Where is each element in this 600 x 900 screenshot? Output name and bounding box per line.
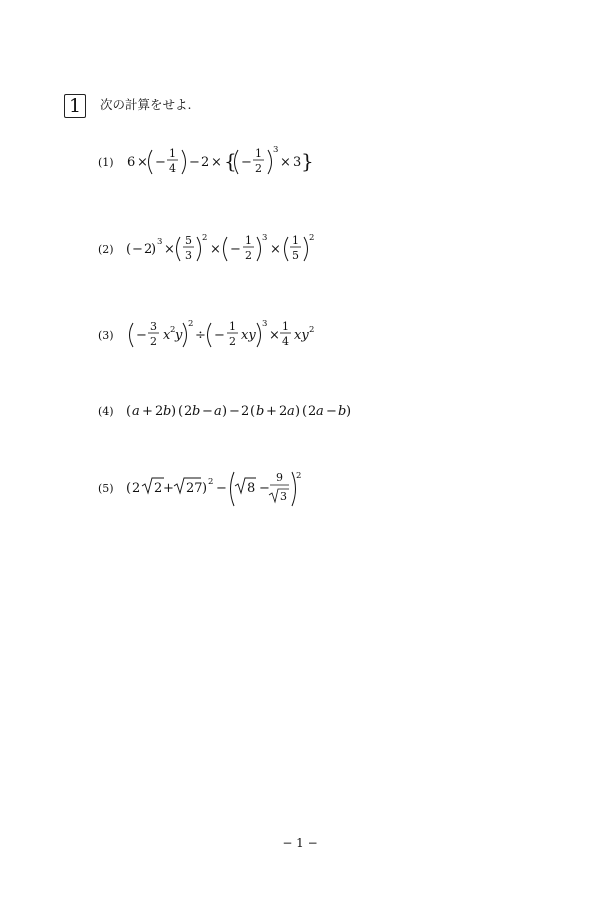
svg-text:4: 4	[169, 162, 176, 175]
problem-2-label: (2)	[98, 243, 114, 256]
svg-text:2: 2	[255, 162, 262, 175]
svg-text:3: 3	[273, 145, 279, 155]
svg-text:−: −	[259, 481, 270, 496]
svg-text:−: −	[132, 242, 143, 257]
svg-text:xy: xy	[241, 328, 256, 343]
svg-text:4: 4	[282, 335, 289, 348]
svg-text:−: −	[230, 242, 241, 257]
svg-text:1: 1	[292, 234, 299, 247]
svg-text:+: +	[163, 481, 174, 496]
problem-5-label: (5)	[98, 482, 114, 495]
question-instruction: 次の計算をせよ.	[100, 97, 192, 112]
svg-text:2: 2	[202, 233, 208, 243]
svg-text:−: −	[155, 155, 166, 170]
svg-text:2: 2	[144, 242, 153, 257]
svg-text:a: a	[287, 404, 295, 419]
svg-text:−: −	[229, 404, 240, 419]
svg-text:(: (	[250, 404, 256, 419]
svg-text:): )	[171, 404, 177, 419]
problem-1-label: (1)	[98, 156, 114, 169]
svg-text:×: ×	[269, 328, 280, 343]
svg-text:xy: xy	[294, 328, 309, 343]
svg-text:): )	[222, 404, 228, 419]
svg-text:a: a	[214, 404, 222, 419]
svg-text:2: 2	[150, 335, 157, 348]
svg-text:−: −	[216, 481, 227, 496]
svg-text:−: −	[202, 404, 213, 419]
svg-text:(: (	[126, 242, 132, 257]
svg-text:2: 2	[201, 155, 210, 170]
svg-text:×: ×	[211, 155, 222, 170]
svg-text:): )	[346, 404, 352, 419]
svg-text:b: b	[192, 404, 201, 419]
svg-text:8: 8	[247, 481, 256, 496]
svg-text:3: 3	[262, 319, 268, 329]
svg-text:3: 3	[293, 155, 302, 170]
svg-text:×: ×	[280, 155, 291, 170]
svg-text:2: 2	[229, 335, 236, 348]
svg-text:b: b	[163, 404, 172, 419]
svg-text:−: −	[214, 328, 225, 343]
svg-text:×: ×	[164, 242, 175, 257]
problem-4-label: (4)	[98, 405, 114, 418]
svg-text:2: 2	[155, 404, 164, 419]
svg-text:): )	[202, 481, 208, 496]
svg-text:}: }	[301, 149, 314, 173]
svg-text:−: −	[189, 155, 200, 170]
svg-text:1: 1	[169, 147, 176, 160]
svg-text:×: ×	[210, 242, 221, 257]
svg-text:2: 2	[308, 404, 317, 419]
svg-text:2: 2	[279, 404, 288, 419]
svg-text:): )	[295, 404, 301, 419]
svg-text:3: 3	[150, 320, 157, 333]
svg-text:5: 5	[185, 234, 192, 247]
svg-text:2: 2	[154, 481, 163, 496]
svg-text:3: 3	[185, 249, 192, 262]
svg-text:a: a	[316, 404, 324, 419]
svg-text:2: 2	[188, 319, 194, 329]
svg-text:×: ×	[137, 155, 148, 170]
svg-text:27: 27	[186, 481, 203, 496]
svg-text:b: b	[338, 404, 347, 419]
svg-text:2: 2	[296, 471, 302, 481]
svg-text:2: 2	[132, 481, 141, 496]
svg-text:2: 2	[184, 404, 193, 419]
svg-text:2: 2	[208, 477, 214, 487]
svg-text:2: 2	[170, 325, 176, 335]
svg-text:(: (	[178, 404, 184, 419]
svg-text:1: 1	[229, 320, 236, 333]
svg-text:): )	[151, 242, 157, 257]
svg-text:5: 5	[292, 249, 299, 262]
svg-text:1: 1	[255, 147, 262, 160]
question-number: 1	[64, 94, 86, 118]
svg-text:×: ×	[270, 242, 281, 257]
svg-text:1: 1	[245, 234, 252, 247]
page-number: − 1 −	[282, 836, 318, 850]
svg-text:3: 3	[262, 233, 268, 243]
svg-text:3: 3	[280, 490, 287, 503]
svg-text:x: x	[163, 328, 171, 343]
svg-text:−: −	[136, 328, 147, 343]
svg-text:(: (	[126, 404, 132, 419]
svg-text:−: −	[326, 404, 337, 419]
svg-text:6: 6	[127, 155, 136, 170]
svg-text:+: +	[266, 404, 277, 419]
svg-text:y: y	[175, 328, 183, 343]
svg-text:1: 1	[282, 320, 289, 333]
svg-text:+: +	[142, 404, 153, 419]
svg-text:÷: ÷	[195, 328, 206, 343]
problem-3-label: (3)	[98, 329, 114, 342]
svg-text:2: 2	[241, 404, 250, 419]
svg-text:{: {	[224, 149, 237, 173]
svg-text:2: 2	[309, 325, 315, 335]
svg-text:2: 2	[309, 233, 315, 243]
svg-text:(: (	[126, 481, 132, 496]
svg-text:(: (	[302, 404, 308, 419]
svg-text:−: −	[241, 155, 252, 170]
svg-text:3: 3	[157, 237, 163, 247]
svg-text:a: a	[132, 404, 140, 419]
svg-text:b: b	[256, 404, 265, 419]
svg-text:2: 2	[245, 249, 252, 262]
svg-text:9: 9	[276, 471, 283, 484]
